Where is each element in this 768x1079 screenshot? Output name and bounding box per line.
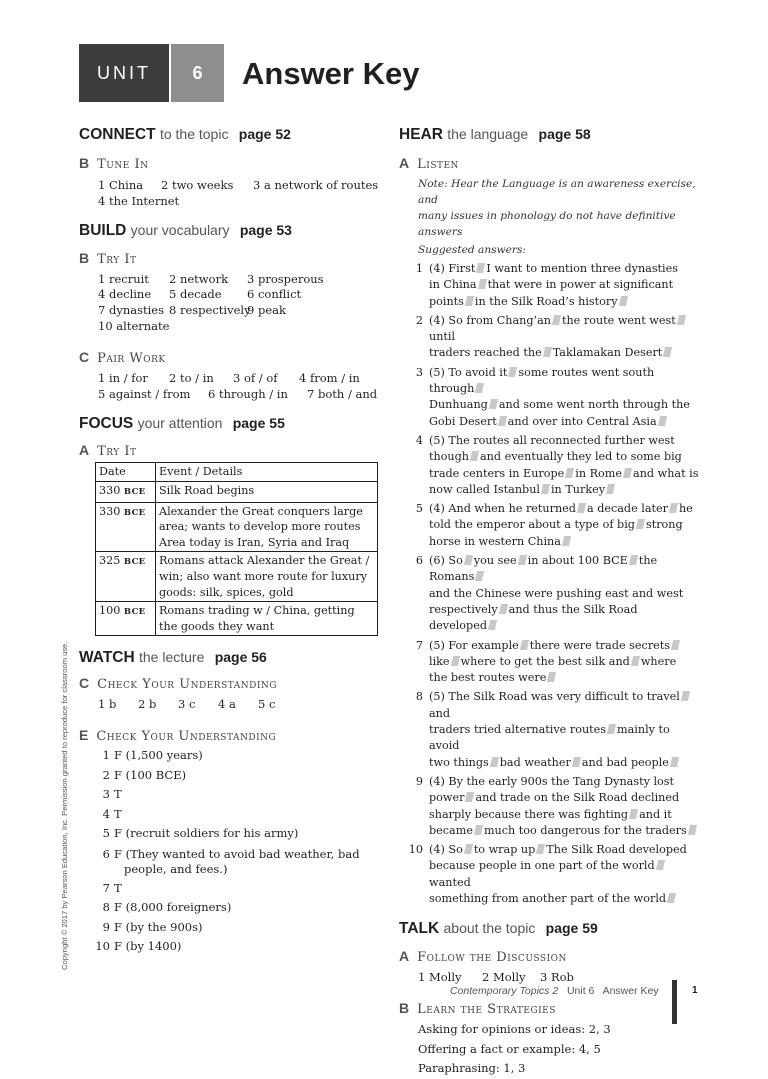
answer: Asking for opinions or ideas: 2, 3 — [418, 1022, 611, 1037]
pause-mark — [636, 519, 645, 529]
pause-mark — [547, 672, 556, 682]
section-title: TALK — [399, 920, 440, 938]
activity-try-it — [79, 442, 379, 459]
list-item — [399, 501, 699, 550]
list-item: 3 T — [102, 787, 122, 802]
phrase: horse in western China — [429, 534, 561, 548]
phrase: The Silk Road developed — [546, 843, 687, 857]
answer: 4 the Internet — [98, 193, 180, 208]
pause-mark — [618, 296, 627, 306]
event-cell: Silk Road begins — [156, 481, 378, 502]
event-cell: Alexander the Great conquers large area; wants to develop more routes Area today is Iran, Syria and Iraq — [156, 502, 378, 552]
date-cell: 325 BCE — [96, 552, 156, 602]
activity-name: Listen — [417, 157, 459, 172]
footer-book: Contemporary Topics 2 — [450, 985, 559, 997]
pause-mark — [552, 315, 561, 325]
section-title: BUILD — [79, 221, 127, 239]
pause-mark — [688, 825, 697, 835]
pause-mark — [606, 484, 615, 494]
phrase: and thus the Silk Road developed — [429, 602, 638, 633]
answer: 10 alternate — [98, 318, 170, 333]
table-row — [96, 502, 378, 552]
phrase: the best routes were — [429, 671, 547, 685]
pause-mark — [669, 503, 678, 513]
list-item — [399, 313, 699, 362]
phrase: and over into Central Asia — [507, 414, 657, 428]
list-item: 6 F (They wanted to avoid bad weather, bad people, and fees.) — [102, 846, 360, 876]
table-header: Date — [96, 463, 156, 482]
phrase: and bad people — [581, 755, 669, 769]
pause-mark — [518, 555, 527, 565]
activity-check-understanding — [79, 675, 379, 692]
phrase: strong — [645, 518, 683, 532]
section-subtitle: your attention — [137, 415, 223, 432]
phrase: much too dangerous for the traders — [483, 823, 687, 837]
section-page: page 55 — [232, 415, 285, 432]
list-item: 9 F (by the 900s) — [102, 919, 203, 934]
pause-mark — [474, 825, 483, 835]
vocab-answers — [79, 272, 379, 335]
section-title: HEAR — [399, 126, 443, 143]
pause-mark — [520, 640, 529, 650]
pause-mark — [658, 416, 667, 426]
activity-listen — [399, 155, 699, 172]
item-number: 6 — [415, 554, 423, 568]
list-item: 5 F (recruit soldiers for his army) — [102, 826, 299, 841]
pause-mark — [663, 347, 672, 357]
pause-mark — [667, 893, 676, 903]
pause-mark — [565, 468, 574, 478]
phrase: told the emperor about a type of big — [429, 518, 635, 532]
answer: 3 a network of routes — [253, 178, 379, 192]
left-column — [79, 126, 379, 957]
activity-try-it — [79, 250, 379, 267]
phrase: and the Chinese were pushing east and west — [429, 586, 684, 600]
phrase: because people in one part of the world — [429, 859, 655, 873]
event-cell: Romans attack Alexander the Great / win; also want more route for luxury goods: silk, spices, gold — [156, 552, 378, 602]
pause-mark — [476, 263, 485, 273]
phrase: and — [429, 706, 451, 720]
activity-name: Pair Work — [97, 350, 166, 366]
page-title: Answer Key — [242, 56, 420, 91]
answer: Paraphrasing: 1, 3 — [418, 1061, 526, 1076]
footer-divider — [672, 980, 677, 1024]
answer: 6 through / in — [208, 386, 288, 401]
answer: 5 against / from — [98, 386, 191, 401]
section-hear — [399, 126, 699, 144]
section-title: FOCUS — [79, 415, 134, 433]
phrase: became — [429, 823, 473, 837]
footer — [450, 985, 659, 997]
footer-label: Answer Key — [602, 985, 659, 997]
pause-mark — [607, 724, 616, 734]
tune-in-answers — [79, 178, 379, 210]
phrase: points — [429, 294, 464, 308]
answer: 1 in / for — [98, 370, 148, 385]
list-item — [399, 774, 699, 839]
phrase: Dunhuang — [429, 398, 488, 412]
phrase: something from another part of the world — [429, 891, 667, 905]
phrase: you see — [473, 554, 517, 568]
item-number: 1 — [415, 262, 423, 275]
pause-mark — [475, 383, 484, 393]
activity-letter: C — [79, 675, 90, 692]
answer: 4 a — [218, 697, 236, 712]
phrase: traders tried alternative routes — [429, 723, 607, 737]
item-number: 9 — [415, 774, 423, 788]
activity-learn-strategies — [399, 1000, 699, 1017]
phrase: and trade on the Silk Road declined — [475, 791, 680, 805]
list-item: 2 F (100 BCE) — [102, 767, 187, 782]
phrase: (4) So — [429, 843, 463, 857]
phrase: (5) The routes all reconnected further west — [429, 433, 675, 447]
answer: 6 conflict — [247, 287, 302, 302]
phrase: Taklamakan Desert — [552, 346, 663, 360]
activity-letter: B — [79, 155, 90, 171]
note: Note: Hear the Language is an awareness exercise, and many issues in phonology do not have definitive answers Suggested answers: — [418, 178, 696, 256]
item-number: 2 — [415, 313, 423, 327]
event-cell: Romans trading w / China, getting the goods they want — [156, 602, 378, 636]
list-item: 4 T — [102, 806, 122, 821]
answer: 2 network — [169, 271, 229, 286]
answer: 3 prosperous — [247, 271, 324, 286]
page-number: 1 — [692, 985, 698, 996]
pause-mark — [465, 296, 474, 306]
pair-work-answers — [79, 371, 379, 403]
pause-mark — [572, 757, 581, 767]
phrase: in about 100 BCE — [527, 554, 628, 568]
activity-name: Try It — [97, 444, 137, 460]
table-row — [96, 602, 378, 636]
pause-mark — [656, 860, 665, 870]
right-column — [399, 126, 699, 1079]
pause-mark — [677, 315, 686, 325]
activity-name: Check Your Understanding — [96, 729, 277, 745]
phrase: to wrap up — [473, 843, 536, 857]
phrase: Gobi Desert — [429, 414, 497, 428]
pause-mark — [490, 757, 499, 767]
section-page: page 59 — [545, 920, 598, 937]
activity-name: Follow the Discussion — [417, 950, 567, 966]
section-page: page 53 — [239, 221, 292, 238]
answer: 4 from / in — [299, 370, 360, 385]
list-item — [399, 842, 699, 907]
activity-name: Learn the Strategies — [417, 1002, 556, 1018]
copyright-notice: Copyright © 2017 by Pearson Education, Inc. Permission granted to reproduce for classroom use. — [60, 641, 69, 970]
answer: 1 China — [98, 178, 144, 192]
answer: 2 b — [138, 697, 157, 712]
section-title: CONNECT — [79, 126, 156, 143]
footer-unit: Unit 6 — [566, 985, 595, 997]
phrase: (4) By the early 900s the Tang Dynasty lost — [429, 774, 675, 788]
pause-mark — [562, 536, 571, 546]
pause-mark — [629, 555, 638, 565]
pause-mark — [450, 656, 459, 666]
activity-name: Tune In — [97, 157, 149, 172]
item-number: 4 — [415, 433, 423, 447]
phrase: power — [429, 791, 465, 805]
section-subtitle: your vocabulary — [130, 221, 230, 238]
phrase: (5) The Silk Road was very difficult to travel — [429, 690, 680, 704]
table-header-row — [96, 463, 378, 482]
pause-mark — [508, 367, 517, 377]
pause-mark — [536, 844, 545, 854]
phrase: and some went north through the — [498, 398, 690, 412]
section-talk — [399, 920, 699, 938]
answer: 1 Molly — [418, 970, 462, 985]
pause-mark — [488, 620, 497, 630]
follow-answers — [399, 970, 699, 986]
section-build — [79, 222, 379, 240]
list-item — [399, 553, 699, 634]
phrase: (5) To avoid it — [429, 365, 508, 379]
activity-check-understanding — [79, 727, 379, 744]
section-page: page 56 — [214, 649, 267, 666]
phrase: trade centers in Europe — [429, 466, 565, 480]
section-subtitle: the language — [447, 126, 529, 142]
phrase: some routes went south through — [429, 365, 655, 396]
table-row — [96, 552, 378, 602]
phrase: the Romans — [429, 554, 658, 584]
phrase: in the Silk Road’s history — [474, 294, 618, 308]
list-item — [399, 638, 699, 687]
unit-label: UNIT — [79, 44, 169, 102]
phrase: he — [678, 502, 693, 516]
phrase: like — [429, 654, 450, 668]
true-false-answers — [79, 746, 379, 957]
date-cell: 330 BCE — [96, 481, 156, 502]
section-page: page 58 — [538, 126, 591, 142]
phrase: a decade later — [586, 502, 668, 516]
section-subtitle: the lecture — [139, 649, 205, 666]
answer: 7 dynasties — [98, 303, 165, 318]
list-item: 8 F (8,000 foreigners) — [102, 900, 232, 915]
phrase: (4) And when he returned — [429, 502, 576, 516]
item-number: 7 — [415, 638, 423, 652]
phrase: wanted — [429, 875, 471, 889]
pause-mark — [477, 279, 486, 289]
date-cell: 100 BCE — [96, 602, 156, 636]
answer: 2 two weeks — [161, 178, 234, 192]
phrase: (4) First — [429, 262, 476, 275]
pause-mark — [577, 503, 586, 513]
answer: 9 peak — [247, 303, 286, 318]
list-item — [399, 689, 699, 770]
section-connect — [79, 126, 379, 144]
activity-letter: B — [399, 1000, 410, 1017]
answer: 3 Rob — [540, 970, 574, 985]
pause-mark — [670, 757, 679, 767]
section-watch — [79, 649, 379, 667]
check-answers — [79, 697, 379, 713]
answer: 1 recruit — [98, 271, 149, 286]
pause-mark — [671, 640, 680, 650]
activity-letter: A — [399, 155, 410, 171]
phrase: where to get the best silk and — [460, 654, 630, 668]
phrase: mainly to avoid — [429, 723, 670, 753]
item-number: 8 — [415, 690, 423, 704]
activity-letter: B — [79, 249, 90, 266]
item-number: 5 — [415, 502, 423, 516]
phrase: where — [640, 654, 677, 668]
answer: 2 to / in — [169, 370, 214, 385]
table-row — [96, 481, 378, 502]
pause-mark — [470, 451, 479, 461]
list-item: 10 F (by 1400) — [95, 939, 182, 954]
pause-mark — [498, 416, 507, 426]
section-page: page 52 — [238, 126, 291, 142]
activity-name: Try It — [97, 251, 137, 267]
phrase: (6) So — [429, 554, 463, 568]
section-focus — [79, 415, 379, 433]
pause-mark — [464, 555, 473, 565]
pause-mark — [464, 844, 473, 854]
section-subtitle: about the topic — [443, 920, 536, 937]
answer: Offering a fact or example: 4, 5 — [418, 1041, 601, 1056]
pause-mark — [623, 468, 632, 478]
section-title: WATCH — [79, 649, 135, 667]
section-subtitle: to the topic — [159, 126, 229, 142]
phrase: sharply because there was fighting — [429, 807, 629, 821]
pause-mark — [631, 656, 640, 666]
phrase: I want to mention three dynasties — [486, 262, 678, 275]
activity-name: Check Your Understanding — [97, 677, 277, 693]
answer: 8 respectively — [169, 303, 251, 318]
unit-number: 6 — [171, 44, 224, 102]
phrase: bad weather — [499, 755, 571, 769]
answer: 2 Molly — [482, 970, 526, 985]
listen-answers — [399, 261, 699, 907]
phrase: now called Istanbul — [429, 482, 540, 496]
phrase: (4) So from Chang’an — [429, 313, 551, 327]
item-number: 3 — [415, 365, 423, 379]
phrase: there were trade secrets — [529, 638, 671, 652]
answer: 1 b — [98, 697, 117, 712]
list-item: 1 F (1,500 years) — [102, 748, 203, 763]
list-item — [399, 433, 699, 498]
answer: 5 c — [258, 697, 276, 712]
table-header: Event / Details — [156, 463, 378, 482]
activity-letter: E — [79, 727, 89, 744]
phrase: until — [429, 330, 456, 344]
item-number: 10 — [408, 843, 423, 857]
answer: 3 of / of — [233, 370, 278, 385]
list-item — [399, 365, 699, 430]
answer: 7 both / and — [307, 386, 378, 401]
pause-mark — [629, 809, 638, 819]
activity-letter: C — [79, 348, 90, 365]
phrase: in Turkey — [550, 482, 606, 496]
phrase: respectively — [429, 602, 498, 616]
phrase: and what is — [633, 466, 699, 480]
list-item: 7 T — [102, 880, 122, 895]
pause-mark — [489, 399, 498, 409]
phrase: though — [429, 450, 470, 464]
activity-tune-in — [79, 155, 379, 172]
strategies-answers — [399, 1020, 699, 1079]
timeline-table — [95, 462, 378, 636]
phrase: and eventually they led to some big — [480, 450, 682, 464]
pause-mark — [475, 571, 484, 581]
date-cell: 330 BCE — [96, 502, 156, 552]
phrase: and it — [639, 807, 672, 821]
phrase: (5) For example — [429, 638, 519, 652]
phrase: the route went west — [561, 313, 676, 327]
activity-letter: A — [79, 442, 90, 459]
phrase: in China — [429, 278, 477, 292]
phrase: that were in power at significant — [487, 278, 674, 292]
answer: 3 c — [178, 697, 196, 712]
pause-mark — [541, 484, 550, 494]
answer: 4 decline — [98, 287, 152, 302]
phrase: traders reached the — [429, 346, 542, 360]
pause-mark — [499, 604, 508, 614]
phrase: two things — [429, 755, 489, 769]
pause-mark — [543, 347, 552, 357]
activity-pair-work — [79, 349, 379, 366]
pause-mark — [465, 792, 474, 802]
activity-follow-discussion — [399, 948, 699, 965]
activity-letter: A — [399, 948, 410, 965]
pause-mark — [681, 691, 690, 701]
answer: 5 decade — [169, 287, 222, 302]
list-item — [399, 261, 699, 310]
phrase: in Rome — [575, 466, 623, 480]
